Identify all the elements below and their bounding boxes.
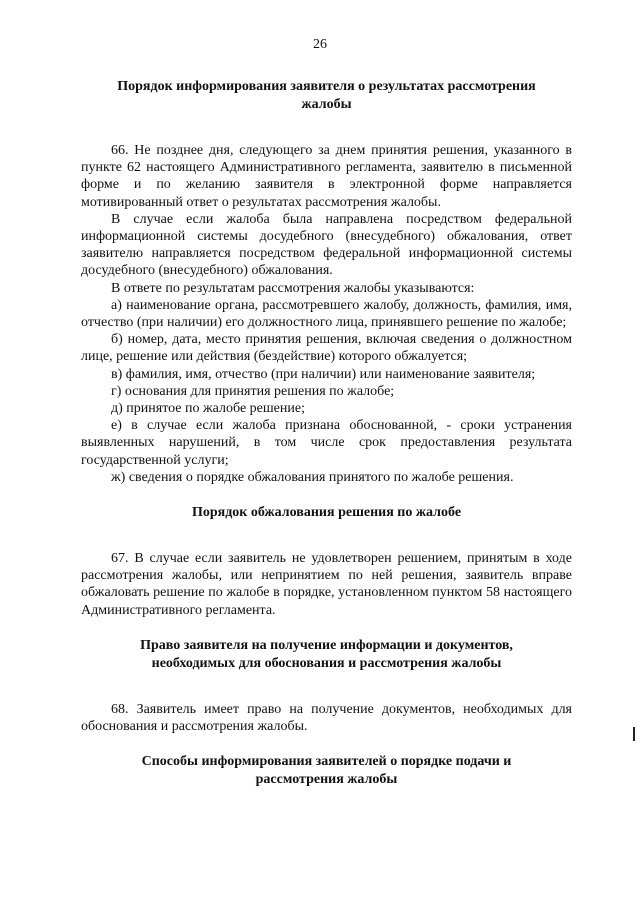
- heading-line: Порядок обжалования решения по жалобе: [191, 505, 462, 521]
- section-heading: [99, 78, 554, 114]
- section-heading: [99, 504, 554, 522]
- list-item: ж) сведения о порядке обжалования принятого по жалобе решения.: [111, 469, 514, 485]
- paragraph: 66. Не позднее дня, следующего за днем принятия решения, указанного в пункте 62 настоящего Административного регламента, заявителю в письменной форме и по желанию заявителя в электронной форме направляется мотивированный ответ о результатах рассмотрения жалобы.: [81, 143, 572, 210]
- paragraph: 67. В случае если заявитель не удовлетворен решением, принятым в ходе рассмотрения жалобы, или непринятием по ней решения, заявитель вправе обжаловать решение по жалобе в порядке, установленном пунктом 58 настоящего Административного регламента.: [81, 551, 572, 618]
- heading-line: Право заявителя на получение информации и документов,: [140, 637, 513, 653]
- heading-line: необходимых для обоснования и рассмотрения жалобы: [151, 655, 502, 671]
- section-heading: [99, 753, 554, 789]
- list-item: в) фамилия, имя, отчество (при наличии) или наименование заявителя;: [111, 366, 536, 382]
- list-item: е) в случае если жалоба признана обоснованной, - сроки устранения выявленных нарушений, в том числе срок предоставления результата государственной услуги;: [81, 418, 572, 468]
- list-item: а) наименование органа, рассмотревшего жалобу, должность, фамилия, имя, отчество (при наличии) его должностного лица, принявшего решение по жалобе;: [81, 297, 572, 331]
- heading-line: рассмотрения жалобы: [255, 772, 398, 788]
- page-number: 26: [313, 37, 327, 52]
- list-item: б) номер, дата, место принятия решения, включая сведения о должностном лице, решение или действия (бездействие) которого обжалуется;: [81, 332, 572, 365]
- heading-line: Порядок информирования заявителя о результатах рассмотрения: [117, 79, 536, 94]
- paragraph: 68. Заявитель имеет право на получение документов, необходимых для обоснования и рассмотрения жалобы.: [81, 701, 572, 735]
- paragraph: В ответе по результатам рассмотрения жалобы указываются:: [111, 280, 475, 296]
- document-body: [81, 78, 572, 789]
- section-heading: [99, 637, 554, 673]
- scan-edge-mark: [633, 727, 635, 741]
- heading-line: Способы информирования заявителей о порядке подачи и: [141, 754, 512, 770]
- list-item: г) основания для принятия решения по жалобе;: [111, 383, 395, 399]
- heading-line: жалобы: [301, 97, 352, 112]
- list-item: д) принятое по жалобе решение;: [111, 401, 305, 417]
- paragraph: В случае если жалоба была направлена посредством федеральной информационной системы досудебного (внесудебного) обжалования, ответ заявителю направляется посредством федеральной информационной системы досудебного (внесудебного) обжалования.: [81, 211, 572, 279]
